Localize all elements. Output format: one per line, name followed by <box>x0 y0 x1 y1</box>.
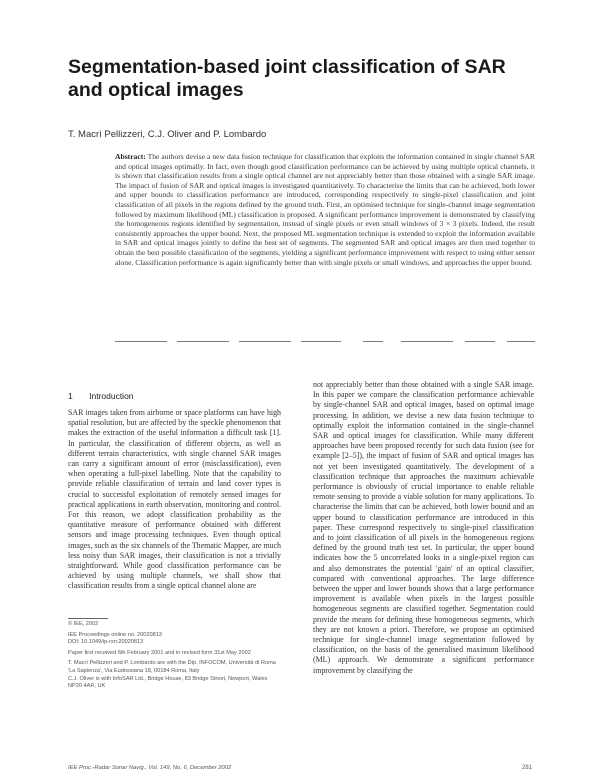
footnote-affiliation: C.J. Oliver is with InfoSAR Ltd., Bridge House, 83 Bridge Street, Newport, Wales NP20 4AR, UK <box>68 675 268 690</box>
footnote-rule <box>68 618 108 619</box>
separator-dash <box>301 341 341 342</box>
footnotes <box>68 621 281 691</box>
footnote-affiliation: T. Macrì Pellizzeri and P. Lombardo are with the Dip. INFOCOM, Università di Roma 'La Sapienza', Via Eudossiana 18, 00184 Roma, Italy <box>68 660 276 674</box>
footnote-received: Paper first received 6th February 2001 and in revised form 31st May 2002 <box>68 649 251 656</box>
abstract-text: The authors devise a new data fusion technique for classification that exploits the information contained in single channel SAR and optical images optimally. In fact, even though good classification performance can be achieved by using multiple optical channels, it is shown that classification results from a single optical channel are not appreciably better than those obtained with a single SAR image. The impact of fusion of SAR and optical images is investigated quantitatively. To characterise the limits that can be achieved, both lower and upper bounds to classification performance are introduced, corresponding respectively to single-pixel classification and joint classification of all pixels in the regions defined by the ground truth. First, an optimised technique for single-channel image segmentation followed by maximum likelihood (ML) classification is proposed. A significant performance improvement is demonstrated by classifying the homogeneous regions identified by segmentation, instead of single pixels or even small windows of 3 × 3 pixels. Indeed, the result consistently approaches the upper bound. Next, the proposed ML segmentation technique is extended to exploit the information available in SAR and optical images jointly to define the best set of segments. The segmented SAR and optical images are then used together to obtain the best possible classification of the segments, yielding a significant performance improvement with respect to using either sensor alone. Classification performance is again significantly better than with single pixels or small windows, and approaches the upper bound. <box>115 152 535 267</box>
separator-dash <box>239 341 291 342</box>
article-title: Segmentation-based joint classification of SAR and optical images <box>68 56 506 101</box>
separator-dash <box>401 341 453 342</box>
footnote-copyright: © IEE, 2002 <box>68 621 99 627</box>
section-number: 1 <box>68 391 73 401</box>
separator-dash <box>507 341 535 342</box>
abstract-label: Abstract: <box>115 152 146 161</box>
body-column-left: SAR images taken from airborne or space platforms can have high spatial resolution, but are affected by the speckle phenomenon that makes the extraction of the useful information a difficult task [1]. In particular, the classification of different objects, as well as different terrain characteristics, with single channel SAR images can carry a significant amount of error (misclassification), even when operating a full-pixel labelling. Note that the capability to provide reliable classification of terrain and land cover types is crucial to successful exploitation of remotely sensed images for practical applications in earth observation, monitoring and control. For this reason, we adopt classification probability as the quantitative measure of performance obtained with different sensors and image processing techniques. Even though optical images, such as the six channels of the Thematic Mapper, are much less noisy than SAR images, their classification is not a trivially straightforward. While good classification performance can be achieved by using multiple channels, we shall show that classification results from a single optical channel alone are <box>68 408 281 591</box>
separator-dash <box>177 341 229 342</box>
author-list: T. Macrì Pellizzeri, C.J. Oliver and P. Lombardo <box>68 129 267 140</box>
abstract-separator <box>115 341 535 343</box>
abstract <box>115 152 535 267</box>
section-title: Introduction <box>89 391 134 401</box>
footnote-doi: DOI: 10.1049/ip-rsn:20020813 <box>68 639 144 646</box>
page-number: 281 <box>522 765 533 771</box>
separator-dash <box>363 341 383 342</box>
journal-footer: IEE Proc.-Radar Sonar Navig., Vol. 149, No. 6, December 2002 <box>68 765 232 771</box>
separator-dash <box>115 341 167 342</box>
separator-dash <box>465 341 495 342</box>
body-column-right: not appreciably better than those obtained with a single SAR image. In this paper we compare the classification performance achievable by single-channel SAR and optical images, based on optimal image processing. In addition, we devise a new data fusion technique to optimally exploit the information contained in the single-channel SAR and optical images for classification. While many different approaches have been proposed recently for such data fusion (see for example [2–5]), the impact of fusion of SAR and optical images has not yet been investigated quantitatively. The development of a classification technique that approaches the maximum achievable performance is obviously of crucial importance to enable reliable remote sensing to provide a viable solution for many applications. To characterise the limits that can be achieved, both lower bound and an upper bound to classification performance are introduced in this paper. These correspond respectively to single-pixel classification and to joint classification of all pixels in the homogeneous regions defined by the ground truth test set. In particular, the upper bound indicates how the 5 uncorrelated looks in a single-pixel region can and also demonstrates the potential 'gain' of an optical classifier, compared with conventional approaches. The large difference between the upper and lower bounds shows that a large performance improvement is available when pixels in the largest possible homogeneous segments are classified together. Segmentation could provide the means for defining these homogeneous segments, which they are not known a priori. Therefore, we propose an optimised technique for single-channel image segmentation followed by classification, on the basis of the generalised maximum likelihood (ML) approach. We demonstrate a significant performance improvement by classifying the <box>313 380 534 675</box>
section-heading <box>68 391 134 401</box>
footnote-online-no: IEE Proceedings online no. 20020813 <box>68 631 162 638</box>
